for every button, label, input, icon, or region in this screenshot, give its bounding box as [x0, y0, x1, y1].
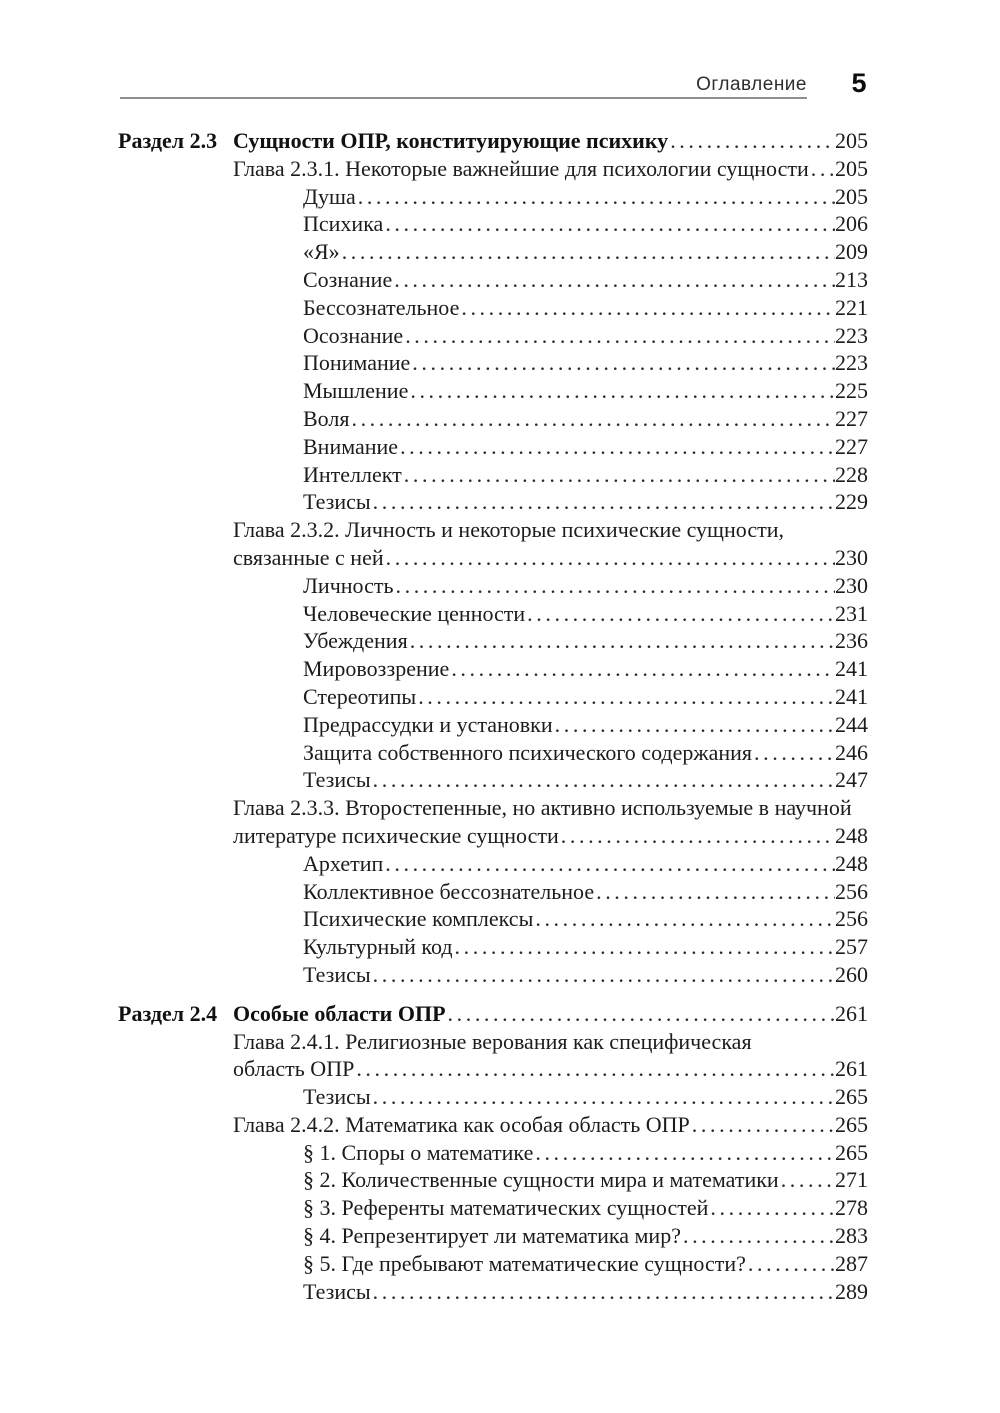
dot-leader — [746, 1250, 835, 1278]
toc-entry-line — [118, 600, 868, 628]
toc-entry-item — [118, 711, 868, 739]
item-title: «Я» — [303, 239, 340, 265]
toc-page-ref: 271 — [835, 1167, 868, 1193]
item-title: Убеждения — [303, 628, 408, 654]
toc-entry-line — [118, 238, 868, 266]
toc-entry-item — [118, 1166, 868, 1194]
toc-entry-chapter — [118, 1028, 868, 1084]
toc-entry-item — [118, 850, 868, 878]
dot-leader — [453, 933, 835, 961]
section-title: Особые области ОПР — [233, 1000, 446, 1026]
toc-page-ref: 257 — [835, 934, 868, 960]
toc-page-ref: 244 — [835, 711, 868, 737]
toc-page-ref: 241 — [835, 656, 868, 682]
toc-entry-item — [118, 294, 868, 322]
toc-entry-line — [118, 322, 868, 350]
item-title: § 5. Где пребывают математические сущности? — [303, 1250, 746, 1276]
toc-entry-item — [118, 266, 868, 294]
toc-entry-line — [118, 850, 868, 878]
dot-leader — [371, 1083, 835, 1111]
dot-leader — [408, 627, 835, 655]
dot-leader — [708, 1194, 835, 1222]
item-title: Тезисы — [303, 1278, 371, 1304]
item-title: Мировоззрение — [303, 656, 450, 682]
dot-leader — [668, 127, 835, 155]
toc-entry-item — [118, 210, 868, 238]
toc-page-ref: 205 — [835, 128, 868, 153]
toc-entry-section — [118, 127, 868, 155]
toc-list — [118, 127, 868, 1305]
item-title: Воля — [303, 405, 350, 431]
toc-entry-line — [118, 572, 868, 600]
toc-page-ref: 283 — [835, 1223, 868, 1249]
toc-page-ref: 209 — [835, 239, 868, 265]
item-title: Психика — [303, 211, 384, 237]
dot-leader — [371, 1278, 835, 1306]
toc-entry-item — [118, 1194, 868, 1222]
toc-page-ref: 213 — [835, 266, 868, 292]
dot-leader — [553, 711, 835, 739]
toc-entry-line — [118, 1139, 868, 1167]
toc-entry-item — [118, 766, 868, 794]
item-title: Стереотипы — [303, 683, 417, 709]
chapter-title-line: Глава 2.3.1. Некоторые важнейшие для психологии сущности — [233, 155, 809, 181]
toc-page-ref: 248 — [835, 822, 868, 848]
toc-page-ref: 205 — [835, 155, 868, 181]
toc-entry-line — [118, 627, 868, 655]
toc-entry-item — [118, 1250, 868, 1278]
toc-entry-line — [118, 1083, 868, 1111]
toc-entry-line — [118, 1250, 868, 1278]
toc-page-ref: 247 — [835, 767, 868, 793]
dot-leader — [459, 294, 835, 322]
item-title: Душа — [303, 183, 356, 209]
toc-entry-item — [118, 1278, 868, 1306]
toc-entry-line — [118, 878, 868, 906]
toc-entry-item — [118, 238, 868, 266]
toc-entry-line — [118, 349, 868, 377]
dot-leader — [594, 878, 835, 906]
dot-leader — [354, 1055, 835, 1083]
toc-entry-line — [118, 266, 868, 294]
toc-page-ref: 265 — [835, 1139, 868, 1165]
toc-entry-item — [118, 905, 868, 933]
toc-page-ref: 223 — [835, 350, 868, 376]
toc-entry-item — [118, 600, 868, 628]
toc-entry-item — [118, 627, 868, 655]
item-title: Психические комплексы — [303, 906, 534, 932]
item-title: Бессознательное — [303, 294, 460, 320]
toc-entry-chapter — [118, 155, 868, 183]
toc-entry-line — [118, 905, 868, 933]
dot-leader — [690, 1111, 835, 1139]
item-title: Личность — [303, 572, 394, 598]
toc-page-ref: 256 — [835, 906, 868, 932]
toc-page-ref: 260 — [835, 961, 868, 987]
dot-leader — [410, 349, 835, 377]
toc-entry-line — [118, 683, 868, 711]
item-title: Внимание — [303, 433, 399, 459]
chapter-title-line: Глава 2.3.2. Личность и некоторые психические сущности, — [233, 517, 784, 543]
toc-entry-line — [118, 933, 868, 961]
toc-page-ref: 278 — [835, 1195, 868, 1221]
toc-page-ref: 265 — [835, 1111, 868, 1137]
item-title: § 4. Репрезентирует ли математика мир? — [303, 1223, 681, 1249]
toc-entry-item — [118, 183, 868, 211]
toc-entry-line — [118, 210, 868, 238]
toc-page-ref: 261 — [835, 1000, 868, 1026]
toc-page-ref: 227 — [835, 433, 868, 459]
toc-page-ref: 246 — [835, 739, 868, 765]
chapter-title-line: Глава 2.4.2. Математика как особая область ОПР — [233, 1111, 690, 1137]
toc-entry-chapter — [118, 794, 868, 850]
item-title: Предрассудки и установки — [303, 711, 553, 737]
item-title: § 1. Споры о математике — [303, 1139, 534, 1165]
toc-entry-line — [118, 377, 868, 405]
dot-leader — [340, 238, 835, 266]
toc-entry-item — [118, 461, 868, 489]
toc-page-ref: 241 — [835, 683, 868, 709]
toc-page-ref: 287 — [835, 1250, 868, 1276]
toc-entry-line — [118, 655, 868, 683]
dot-leader — [371, 961, 835, 989]
toc-entry-line — [118, 433, 868, 461]
toc-entry-line — [118, 127, 868, 155]
dot-leader — [446, 1000, 835, 1028]
toc-entry-item — [118, 572, 868, 600]
toc-entry-item — [118, 433, 868, 461]
dot-leader — [349, 405, 835, 433]
toc-entry-chapter — [118, 516, 868, 572]
item-title: Тезисы — [303, 767, 371, 793]
toc-entry-line — [118, 822, 868, 850]
item-title: Архетип — [303, 850, 384, 876]
dot-leader — [371, 488, 835, 516]
toc-entry-line — [118, 488, 868, 516]
item-title: Человеческие ценности — [303, 600, 526, 626]
toc-entry-line — [118, 1000, 868, 1028]
item-title: § 2. Количественные сущности мира и математики — [303, 1167, 779, 1193]
item-title: Защита собственного психического содержания — [303, 739, 753, 765]
dot-leader — [394, 572, 836, 600]
toc-entry-line — [118, 1055, 868, 1083]
item-title: Понимание — [303, 350, 411, 376]
header-rule — [120, 97, 807, 99]
toc-entry-item — [118, 683, 868, 711]
dot-leader — [383, 210, 835, 238]
toc-page-ref: 256 — [835, 878, 868, 904]
item-title: Мышление — [303, 378, 409, 404]
toc-page-ref: 265 — [835, 1084, 868, 1110]
toc-entry-item — [118, 405, 868, 433]
toc-entry-item — [118, 933, 868, 961]
toc-entry-item — [118, 377, 868, 405]
dot-leader — [681, 1222, 835, 1250]
toc-entry-line — [118, 1111, 868, 1139]
toc-page-ref: 223 — [835, 322, 868, 348]
toc-entry-line — [118, 711, 868, 739]
dot-leader — [809, 155, 835, 183]
toc-entry-item — [118, 655, 868, 683]
item-title: Культурный код — [303, 934, 453, 960]
dot-leader — [559, 822, 835, 850]
toc-page-ref: 289 — [835, 1278, 868, 1304]
dot-leader — [533, 1139, 835, 1167]
toc-entry-item — [118, 1222, 868, 1250]
section-title: Сущности ОПР, конституирующие психику — [233, 128, 669, 153]
dot-leader — [371, 766, 835, 794]
chapter-title-line: Глава 2.3.3. Второстепенные, но активно используемые в научной — [233, 795, 852, 821]
toc-page-ref: 205 — [835, 183, 868, 209]
page-number: 5 — [851, 68, 867, 98]
chapter-title-line: литературе психические сущности — [233, 822, 559, 848]
toc-page-ref: 231 — [835, 600, 868, 626]
toc-entry-line — [118, 544, 868, 572]
toc-entry-line — [118, 961, 868, 989]
toc-entry-line — [118, 461, 868, 489]
toc-page-ref: 230 — [835, 544, 868, 570]
toc-entry-line — [118, 183, 868, 211]
toc-entry-line — [118, 1222, 868, 1250]
item-title: Осознание — [303, 322, 404, 348]
dot-leader — [384, 544, 835, 572]
dot-leader — [383, 850, 835, 878]
item-title: Тезисы — [303, 961, 371, 987]
toc-entry-section — [118, 1000, 868, 1028]
toc-entry-line — [118, 766, 868, 794]
dot-leader — [402, 461, 835, 489]
section-label: Раздел 2.3 — [118, 128, 218, 153]
toc-entry-line — [118, 1166, 868, 1194]
toc-page-ref: 261 — [835, 1056, 868, 1082]
toc-page-ref: 248 — [835, 850, 868, 876]
toc-page-ref: 221 — [835, 294, 868, 320]
dot-leader — [752, 739, 835, 767]
toc-entry-item — [118, 1083, 868, 1111]
item-title: Интеллект — [303, 461, 402, 487]
toc-page-ref: 236 — [835, 628, 868, 654]
dot-leader — [408, 377, 835, 405]
dot-leader — [525, 600, 835, 628]
toc-entry-line — [118, 294, 868, 322]
toc-entry-item — [118, 488, 868, 516]
dot-leader — [779, 1166, 835, 1194]
item-title: Тезисы — [303, 1084, 371, 1110]
running-title: Оглавление — [696, 74, 807, 95]
toc-entry-line — [118, 405, 868, 433]
toc-page-ref: 227 — [835, 405, 868, 431]
toc-entry-item — [118, 878, 868, 906]
dot-leader — [449, 655, 835, 683]
dot-leader — [416, 683, 835, 711]
toc-page-ref: 229 — [835, 489, 868, 515]
dot-leader — [533, 905, 835, 933]
toc-entry-line — [118, 155, 868, 183]
toc-entry-line — [118, 739, 868, 767]
toc-entry-item — [118, 349, 868, 377]
item-title: Коллективное бессознательное — [303, 878, 595, 904]
item-title: § 3. Референты математических сущностей — [303, 1195, 709, 1221]
toc-page-ref: 230 — [835, 572, 868, 598]
dot-leader — [398, 433, 835, 461]
toc-page-ref: 206 — [835, 211, 868, 237]
chapter-title-line: связанные с ней — [233, 544, 384, 570]
toc-page-ref: 225 — [835, 378, 868, 404]
chapter-title-line: область ОПР — [233, 1056, 355, 1082]
toc-entry-item — [118, 322, 868, 350]
toc-entry-chapter — [118, 1111, 868, 1139]
toc-entry-line — [118, 1278, 868, 1306]
toc-entry-item — [118, 1139, 868, 1167]
item-title: Тезисы — [303, 489, 371, 515]
dot-leader — [392, 266, 835, 294]
toc-entry-item — [118, 739, 868, 767]
chapter-title-line: Глава 2.4.1. Религиозные верования как специфическая — [233, 1028, 752, 1054]
toc-entry-line — [118, 1194, 868, 1222]
toc-page-ref: 228 — [835, 461, 868, 487]
item-title: Сознание — [303, 266, 393, 292]
toc-entry-item — [118, 961, 868, 989]
dot-leader — [356, 183, 835, 211]
dot-leader — [403, 322, 835, 350]
section-label: Раздел 2.4 — [118, 1000, 218, 1026]
